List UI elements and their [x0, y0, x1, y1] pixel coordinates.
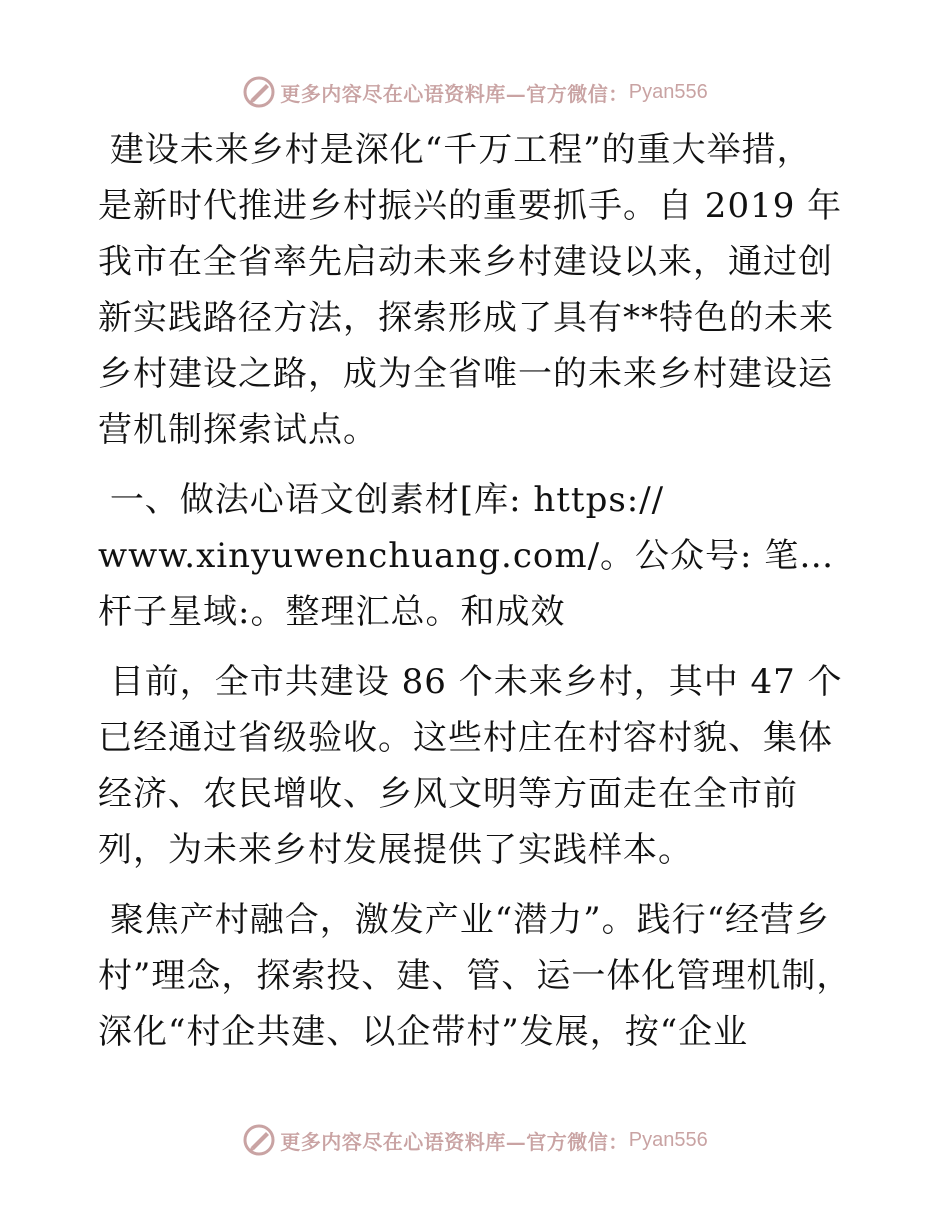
brand-logo-icon — [242, 75, 276, 109]
banner-wechat-id: Pyan556 — [628, 1128, 708, 1151]
header-watermark-banner — [0, 72, 950, 112]
banner-text: 更多内容尽在心语资料库—官方微信： — [280, 1129, 629, 1154]
brand-logo-icon — [242, 1123, 276, 1157]
document-body — [98, 122, 858, 1074]
paragraph-industry: 聚焦产村融合，激发产业“潜力”。践行“经营乡村”理念，探索投、建、管、运一体化管理机制，深化“村企共建、以企带村”发展，按“企业 — [98, 900, 852, 1052]
paragraph-section-heading: 一、做法心语文创素材[库: https:// www.xinyuwenchuang.com/。公众号: 笔…杆子星域:。整理汇总。和成效 — [98, 480, 835, 632]
footer-watermark-banner — [0, 1120, 950, 1160]
banner-text: 更多内容尽在心语资料库—官方微信： — [280, 81, 629, 106]
banner-wechat-id: Pyan556 — [628, 80, 708, 103]
paragraph-results: 目前，全市共建设 86 个未来乡村，其中 47 个已经通过省级验收。这些村庄在村容村貌、集体经济、农民增收、乡风文明等方面走在全市前列，为未来乡村发展提供了实践样本。 — [98, 662, 843, 870]
paragraph-intro: 建设未来乡村是深化“千万工程”的重大举措， 是新时代推进乡村振兴的重要抓手。自 2019 年我市在全省率先启动未来乡村建设以来，通过创新实践路径方法，探索形成了具有**特色的未来乡村建设之路，成为全省唯一的未来乡村建设运营机制探索试点。 — [98, 130, 843, 450]
